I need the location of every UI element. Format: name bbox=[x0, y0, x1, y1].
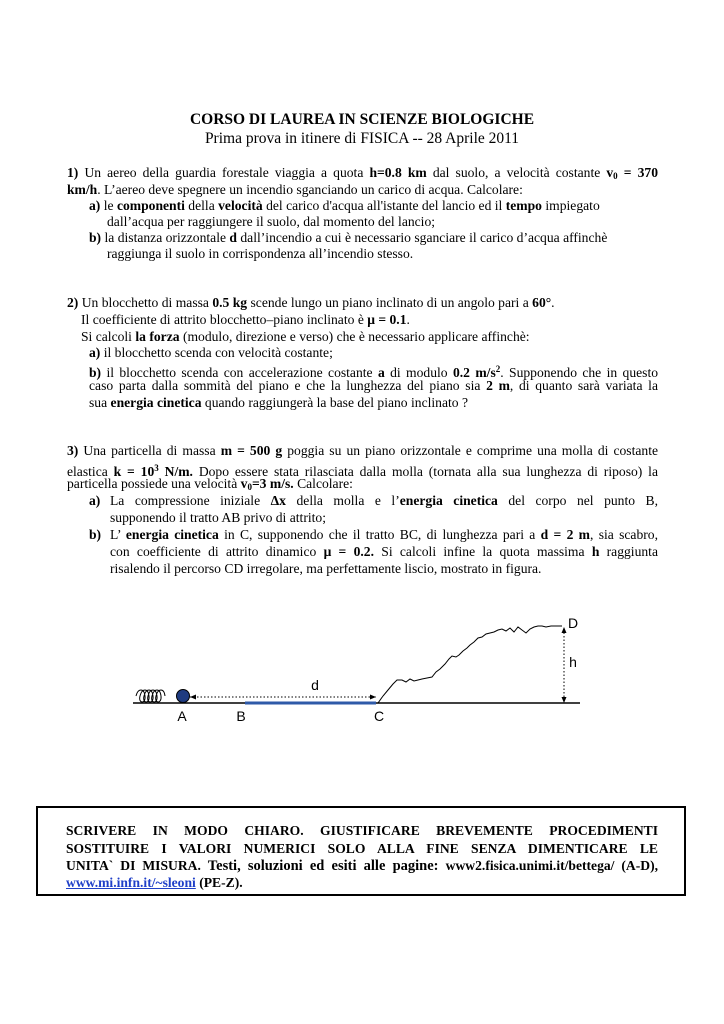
problem-3-part-b-cont-2: risalendo il percorso CD irregolare, ma perfettamente liscio, mostrato in figura. bbox=[110, 561, 542, 576]
label-distance: d bbox=[311, 677, 319, 693]
problem-3-part-b-label: b) bbox=[89, 527, 102, 542]
problem-2-line-2: Il coefficiente di attrito blocchetto–piano inclinato è μ = 0.1. bbox=[81, 312, 410, 327]
problem-3-line-2: elastica $k = 10^3$ N/m. Dopo essere stata rilasciata dalla molla (tornata alla sua lunghezza di riposo) la bbox=[67, 463, 658, 479]
problem-3-line-3: particella possiede una velocità $v_0=3$ m/s. Calcolare: bbox=[67, 476, 353, 492]
height-arrow-top bbox=[562, 627, 567, 633]
problem-2-part-b-cont-2: sua energia cinetica quando raggiungerà la base del piano inclinato ? bbox=[89, 395, 468, 410]
problem-3-part-a-cont: supponendo il tratto AB privo di attrito; bbox=[110, 510, 326, 525]
notice-box bbox=[36, 806, 686, 896]
label-c: C bbox=[373, 708, 385, 724]
label-a: A bbox=[177, 708, 187, 724]
notice-line-4: www.mi.infn.it/~sleoni (PE-Z). bbox=[66, 875, 243, 890]
problem-1-part-b-cont: raggiunga il suolo in corrispondenza all’incendio stesso. bbox=[107, 246, 414, 261]
problem-1-line-1: 1) Un aereo della guardia forestale viaggia a quota h=0.8 km dal suolo, a velocità costante $v_0 = 370$ bbox=[67, 165, 658, 181]
arrow-head-left bbox=[190, 695, 196, 700]
ball bbox=[177, 690, 190, 703]
label-d: D bbox=[567, 615, 579, 631]
ramp-cd bbox=[378, 626, 562, 703]
problem-2-part-a: a) il blocchetto scenda con velocità costante; bbox=[89, 345, 333, 360]
label-b: B bbox=[236, 708, 246, 724]
course-title: CORSO DI LAUREA IN SCIENZE BIOLOGICHE bbox=[189, 111, 535, 128]
problem-1-line-2: km/h. L’aereo deve spegnere un incendio sganciando un carico di acqua. Calcolare: bbox=[67, 182, 523, 197]
notice-line-1: SCRIVERE IN MODO CHIARO. GIUSTIFICARE BREVEMENTE PROCEDIMENTI bbox=[66, 823, 658, 838]
notice-line-2: SOSTITUIRE I VALORI NUMERICI SOLO ALLA FINE SENZA DIMENTICARE LE bbox=[66, 841, 658, 856]
spring bbox=[136, 690, 165, 702]
problem-3-part-b: L’ energia cinetica in C, supponendo che il tratto BC, di lunghezza pari a d = 2 m, sia scabro, bbox=[110, 527, 658, 542]
problem-3-line-1: 3) Una particella di massa m = 500 g poggia su un piano orizzontale e comprime una molla di costante bbox=[67, 443, 659, 458]
problem-2-line-3: Si calcoli la forza (modulo, direzione e verso) che è necessario applicare affinchè: bbox=[81, 329, 530, 344]
height-arrow-bottom bbox=[562, 697, 567, 703]
notice-line-3: UNITA` DI MISURA. Testi, soluzioni ed esiti alle pagine: www2.fisica.unimi.it/bettega/ (A-D), bbox=[66, 858, 659, 874]
problem-2-line-1: 2) Un blocchetto di massa 0.5 kg scende lungo un piano inclinato di un angolo pari a 60°. bbox=[67, 295, 555, 310]
problem-1-part-a: a) le componenti della velocità del carico d'acqua all'istante del lancio ed il tempo impiegato bbox=[89, 198, 600, 213]
problem-1-part-a-cont: dall’acqua per raggiungere il suolo, dal momento del lancio; bbox=[107, 214, 436, 229]
problem-2-part-b: b) il blocchetto scenda con accelerazione costante a di modulo 0.2 $m/s^2$. Supponendo che in questo bbox=[89, 364, 659, 380]
problem-3-part-a: La compressione iniziale Δx della molla e l’energia cinetica del corpo nel punto B, bbox=[110, 493, 659, 508]
problem-3-part-b-cont-1: con coefficiente di attrito dinamico μ = 0.2. Si calcoli infine la quota massima h raggiunta bbox=[110, 544, 658, 559]
exam-title: Prima prova in itinere di FISICA -- 28 Aprile 2011 bbox=[204, 130, 520, 147]
problem-2-part-b-cont-1: caso parta dalla sommità del piano e che la lunghezza del piano sia 2 m, di quanto sarà variata la bbox=[89, 378, 658, 393]
arrow-head-right bbox=[370, 695, 376, 700]
sleoni-link[interactable]: www.mi.infn.it/~sleoni bbox=[66, 875, 196, 890]
problem-3-part-a-label: a) bbox=[89, 493, 101, 508]
problem-1-part-b: b) la distanza orizzontale d dall’incendio a cui è necessario sganciare il carico d’acqua affinchè bbox=[89, 230, 608, 245]
label-height: h bbox=[569, 654, 577, 670]
